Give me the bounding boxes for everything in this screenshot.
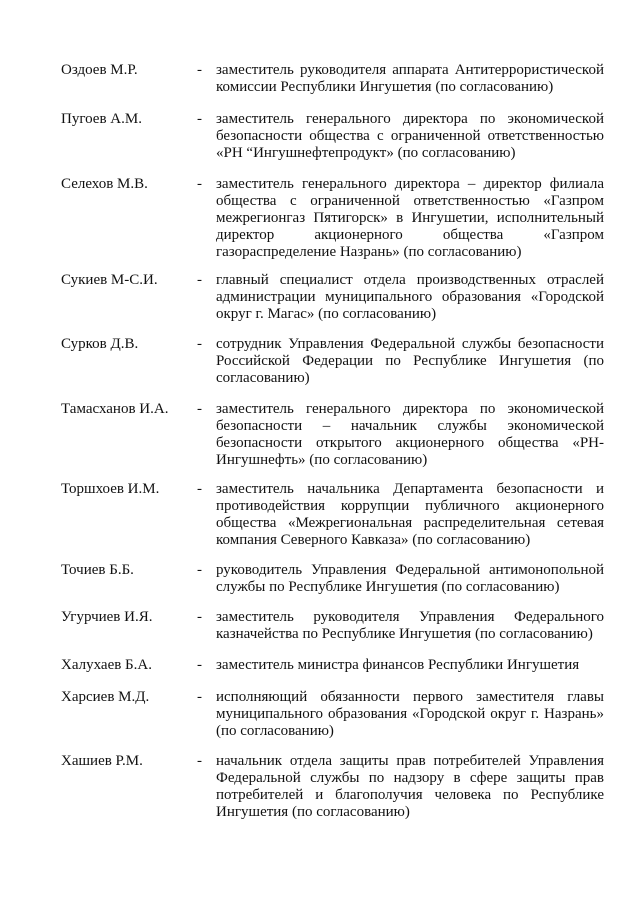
- person-name: Пугоев А.М.: [61, 111, 142, 127]
- person-name: Точиев Б.Б.: [61, 562, 134, 578]
- dash-separator: -: [197, 176, 202, 192]
- person-name: Сурков Д.В.: [61, 336, 139, 352]
- person-name: Сукиев М-С.И.: [61, 272, 158, 288]
- person-name: Халухаев Б.А.: [61, 657, 153, 673]
- position-description: заместитель генерального директора – директор филиала общества с ограниченной ответственностью «Газпром межрегионгаз Пятигорск» в Ингушетии, исполнительный директор акционерного общества «Газпром газораспределение Назрань» (по согласованию): [216, 176, 604, 260]
- dash-separator: -: [197, 481, 202, 497]
- dash-separator: -: [197, 62, 202, 78]
- person-name: Угурчиев И.Я.: [61, 609, 153, 625]
- position-description: сотрудник Управления Федеральной службы безопасности Российской Федерации по Республике Ингушетия (по согласованию): [216, 336, 604, 386]
- person-name: Тамасханов И.А.: [61, 401, 169, 417]
- dash-separator: -: [197, 609, 202, 625]
- dash-separator: -: [197, 336, 202, 352]
- dash-separator: -: [197, 401, 202, 417]
- person-name: Хашиев Р.М.: [61, 753, 143, 769]
- dash-separator: -: [197, 657, 202, 673]
- position-description: руководитель Управления Федеральной антимонопольной службы по Республике Ингушетия (по согласованию): [216, 562, 604, 595]
- position-description: начальник отдела защиты прав потребителей Управления Федеральной службы по надзору в сфере защиты прав потребителей и благополучия человека по Республике Ингушетия (по согласованию): [216, 753, 604, 820]
- dash-separator: -: [197, 111, 202, 127]
- position-description: заместитель генерального директора по экономической безопасности общества с ограниченной ответственностью «РН “Ингушнефтепродукт» (по согласованию): [216, 111, 604, 161]
- position-description: исполняющий обязанности первого заместителя главы муниципального образования «Городской округ г. Назрань» (по согласованию): [216, 689, 604, 739]
- dash-separator: -: [197, 689, 202, 705]
- person-name: Харсиев М.Д.: [61, 689, 150, 705]
- person-name: Торшхоев И.М.: [61, 481, 160, 497]
- position-description: заместитель министра финансов Республики Ингушетия: [216, 657, 580, 673]
- position-description: главный специалист отдела производственных отраслей администрации муниципального образования «Городской округ г. Магас» (по согласованию): [216, 272, 604, 322]
- position-description: заместитель руководителя аппарата Антитеррористической комиссии Республики Ингушетия (по согласованию): [216, 62, 604, 95]
- dash-separator: -: [197, 562, 202, 578]
- person-name: Оздоев М.Р.: [61, 62, 138, 78]
- dash-separator: -: [197, 753, 202, 769]
- person-name: Селехов М.В.: [61, 176, 148, 192]
- dash-separator: -: [197, 272, 202, 288]
- position-description: заместитель руководителя Управления Федерального казначейства по Республике Ингушетия (по согласованию): [216, 609, 604, 642]
- position-description: заместитель генерального директора по экономической безопасности – начальник службы экономической безопасности открытого акционерного общества «РН-Ингушнефть» (по согласованию): [216, 401, 604, 468]
- position-description: заместитель начальника Департамента безопасности и противодействия коррупции публичного акционерного общества «Межрегиональная распределительная сетевая компания Северного Кавказа» (по согласованию): [216, 481, 604, 548]
